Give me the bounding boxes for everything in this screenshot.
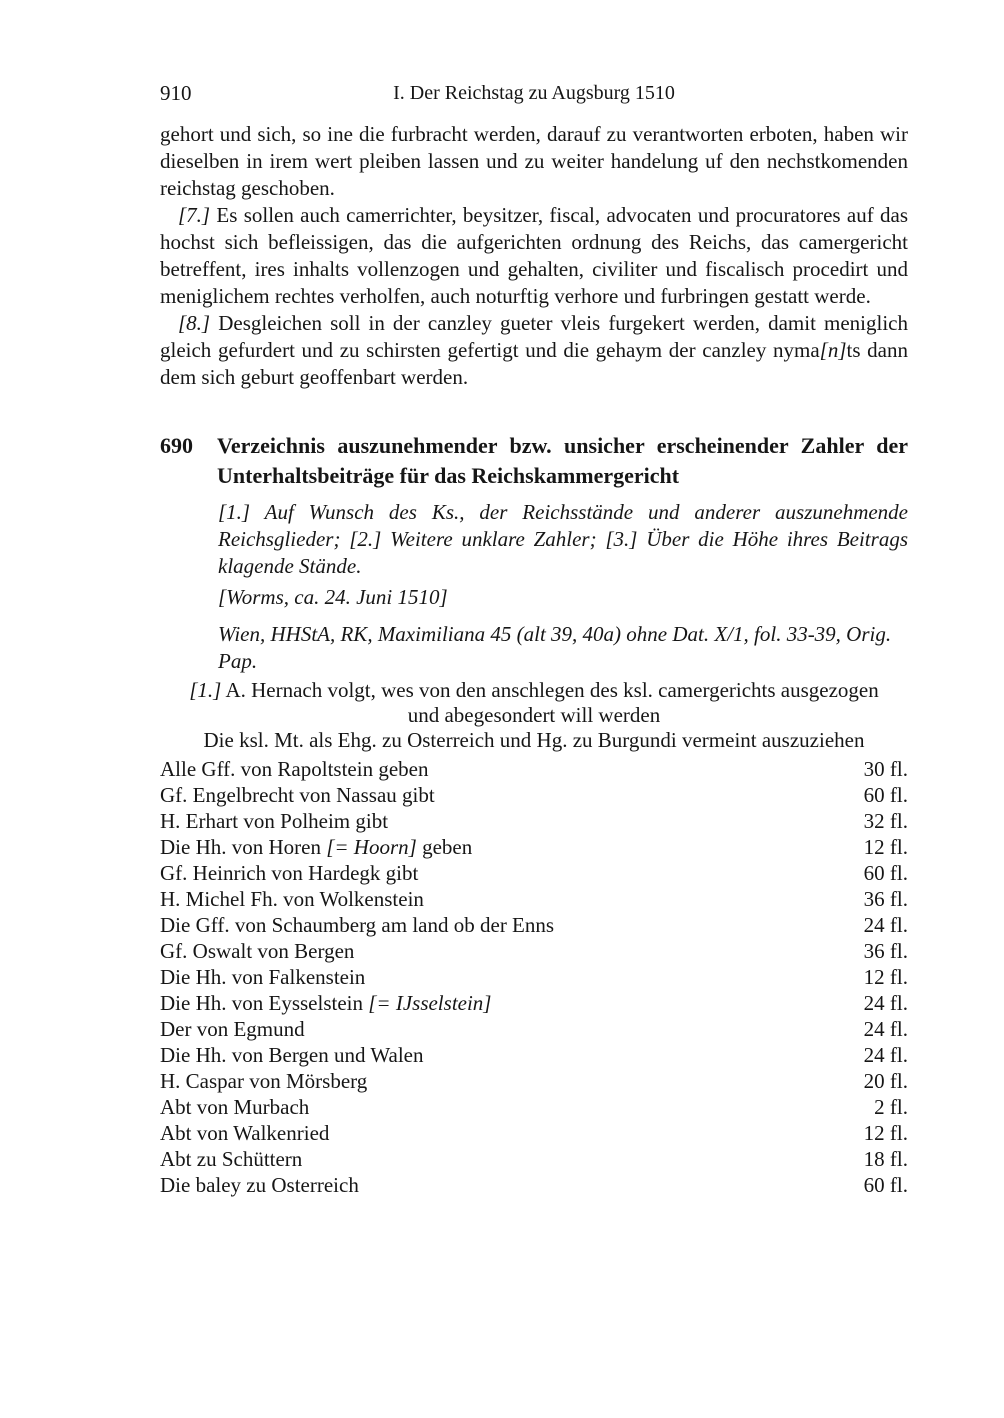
payer-name: [160, 990, 491, 1016]
payer-name: [160, 1016, 305, 1042]
payer-name-editorial: [= IJsselstein]: [368, 991, 492, 1015]
payer-amount: 60 fl.: [863, 861, 908, 885]
payer-name-text: H. Michel Fh. von Wolkenstein: [160, 887, 424, 911]
paragraph-8: [160, 310, 908, 391]
payer-amount: 24 fl.: [863, 913, 908, 937]
paragraph-continuation: gehort und sich, so ine die furbracht werden, darauf zu verantworten erboten, haben wir dieselben in irem wert pleiben lassen und zu weiter handelung uf den nechstkomenden reichstag geschoben.: [160, 122, 908, 200]
payer-name: [160, 912, 554, 938]
table-row: [160, 1120, 908, 1146]
payer-amount: 30 fl.: [863, 757, 908, 781]
payer-name-text: Die Hh. von Falkenstein: [160, 965, 366, 989]
payer-name: [160, 964, 365, 990]
payer-amount: 24 fl.: [863, 1017, 908, 1041]
payer-name-text: H. Erhart von Polheim gibt: [160, 809, 389, 833]
payer-name-text: Abt von Walkenried: [160, 1121, 330, 1145]
payer-name-text: Die Hh. von Eysselstein: [160, 991, 369, 1015]
page-header: [160, 80, 908, 107]
payer-table: [160, 756, 908, 1198]
paragraph-8-marker: [8.]: [178, 311, 211, 335]
entry-title: Verzeichnis auszunehmender bzw. unsicher erscheinender Zahler der Unterhaltsbeiträge für das Reichskammergericht: [217, 433, 908, 488]
table-row: [160, 1016, 908, 1042]
payer-amount: 12 fl.: [863, 1121, 908, 1145]
table-row: [160, 782, 908, 808]
section-heading-marker: [1.]: [189, 678, 222, 702]
page-content: [160, 0, 908, 1198]
table-row: [160, 912, 908, 938]
section-heading-text: A. Hernach volgt, wes von den anschlegen des ksl. camergerichts ausgezogen und abegesondert will werden: [225, 678, 879, 727]
table-row: [160, 886, 908, 912]
payer-name-text: Die baley zu Osterreich: [160, 1173, 359, 1197]
table-row: [160, 756, 908, 782]
payer-name: [160, 808, 388, 834]
payer-name-text: Abt von Murbach: [160, 1095, 310, 1119]
running-title: I. Der Reichstag zu Augsburg 1510: [393, 82, 675, 104]
paragraph-7: [160, 202, 908, 310]
table-row: [160, 860, 908, 886]
page-number: 910: [160, 81, 192, 105]
payer-name-text: Gf. Heinrich von Hardegk gibt: [160, 861, 419, 885]
payer-amount: 12 fl.: [863, 965, 908, 989]
table-row: [160, 834, 908, 860]
source-note: Wien, HHStA, RK, Maximiliana 45 (alt 39, 40a) ohne Dat. X/1, fol. 33-39, Orig. Pap.: [218, 622, 892, 673]
entry-abstract: [1.] Auf Wunsch des Ks., der Reichsstände und anderer auszunehmende Reichsglieder; [2.] Weitere unklare Zahler; [3.] Über die Höhe ihres Beitrags klagende Stände.: [218, 500, 908, 578]
section-subheading: Die ksl. Mt. als Ehg. zu Osterreich und Hg. zu Burgundi vermeint auszuziehen: [203, 728, 865, 752]
payer-amount: 60 fl.: [863, 783, 908, 807]
payer-name: [160, 938, 354, 964]
payer-amount: 32 fl.: [863, 809, 908, 833]
payer-name: [160, 756, 428, 782]
payer-name-text: Die Hh. von Bergen und Walen: [160, 1043, 424, 1067]
table-row: [160, 808, 908, 834]
payer-name: [160, 1042, 423, 1068]
table-row: [160, 990, 908, 1016]
payer-name: [160, 1120, 329, 1146]
payer-name: [160, 834, 472, 860]
payer-amount: 20 fl.: [863, 1069, 908, 1093]
table-row: [160, 938, 908, 964]
table-row: [160, 964, 908, 990]
payer-amount: 18 fl.: [863, 1147, 908, 1171]
paragraph-8-text-after: ts dann dem sich geburt geoffenbart werden.: [160, 338, 909, 389]
entry-dateline: [Worms, ca. 24. Juni 1510]: [218, 585, 448, 609]
payer-name-text: Die Hh. von Horen: [160, 835, 327, 859]
payer-name-suffix: geben: [416, 835, 473, 859]
payer-name-editorial: [= Hoorn]: [326, 835, 417, 859]
table-row: [160, 1172, 908, 1198]
editorial-insertion: [n]: [819, 338, 847, 362]
payer-name: [160, 1068, 367, 1094]
payer-amount: 36 fl.: [863, 939, 908, 963]
payer-amount: 36 fl.: [863, 887, 908, 911]
payer-name: [160, 860, 418, 886]
payer-name-text: Abt zu Schüttern: [160, 1147, 303, 1171]
payer-name-text: Gf. Engelbrecht von Nassau gibt: [160, 783, 435, 807]
payer-amount: 60 fl.: [863, 1173, 908, 1197]
payer-name-text: Alle Gff. von Rapoltstein geben: [160, 757, 429, 781]
table-row: [160, 1068, 908, 1094]
entry-heading: [160, 431, 908, 491]
table-row: [160, 1094, 908, 1120]
paragraph-7-marker: [7.]: [178, 203, 211, 227]
payer-amount: 24 fl.: [863, 991, 908, 1015]
payer-name-text: Die Gff. von Schaumberg am land ob der Enns: [160, 913, 555, 937]
section-heading: [189, 678, 879, 728]
payer-amount: 12 fl.: [863, 835, 908, 859]
paragraph-8-text: Desgleichen soll in der canzley gueter vleis furgekert werden, damit meniglich gleich gefurdert und zu schirsten gefertigt und die gehaym der canzley nyma: [160, 311, 909, 362]
payer-name: [160, 886, 424, 912]
table-row: [160, 1146, 908, 1172]
entry-number: 690: [160, 433, 193, 458]
table-row: [160, 1042, 908, 1068]
payer-name: [160, 1172, 359, 1198]
payer-name: [160, 1146, 302, 1172]
payer-amount: 24 fl.: [863, 1043, 908, 1067]
paragraph-7-text: Es sollen auch camerrichter, beysitzer, fiscal, advocaten und procuratores auf das hochst sich befleissigen, das die aufgerichten ordnung des Reichs, das camergericht betreffent, ires inhalts vollenzogen und gehalten, civiliter und fiscalisch procedirt und meniglichem rechtes verholfen, auch noturftig verhore und furbringen gestatt werde.: [160, 203, 909, 308]
payer-name: [160, 782, 435, 808]
payer-name-text: Der von Egmund: [160, 1017, 305, 1041]
payer-name-text: Gf. Oswalt von Bergen: [160, 939, 355, 963]
payer-amount: 2 fl.: [874, 1095, 908, 1119]
payer-name-text: H. Caspar von Mörsberg: [160, 1069, 368, 1093]
payer-name: [160, 1094, 309, 1120]
